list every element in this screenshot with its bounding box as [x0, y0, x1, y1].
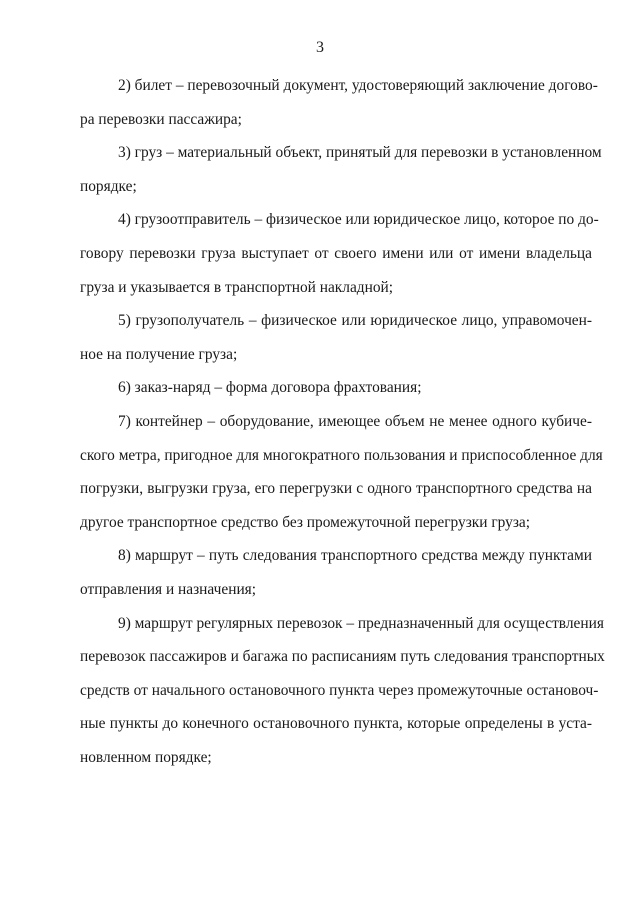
- text-line: 3) груз – материальный объект, принятый для перевозки в установленном: [118, 144, 602, 162]
- text-line: ное на получение груза;: [80, 345, 238, 363]
- paragraph-definition-5: [80, 304, 592, 371]
- text-line: ные пункты до конечного остановочного пункта, которые определены в уста-: [80, 715, 592, 733]
- text-line: говору перевозки груза выступает от своего имени или от имени владельца: [80, 244, 592, 262]
- text-line: погрузки, выгрузки груза, его перегрузки с одного транспортного средства на: [80, 480, 592, 498]
- text-line: отправления и назначения;: [80, 580, 257, 598]
- paragraph-definition-9: [80, 607, 605, 775]
- text-line: ского метра, пригодное для многократного пользования и приспособленное для: [80, 446, 603, 464]
- text-line: 9) маршрут регулярных перевозок – предназначенный для осуществления: [118, 614, 604, 632]
- text-line: порядке;: [80, 177, 137, 195]
- text-line: другое транспортное средство без промежуточной перегрузки груза;: [80, 513, 531, 531]
- paragraph-definition-2: [80, 69, 598, 136]
- text-line: 2) билет – перевозочный документ, удостоверяющий заключение догово-: [118, 77, 598, 94]
- document-body: [80, 69, 605, 774]
- text-line: 5) грузополучатель – физическое или юридическое лицо, управомочен-: [118, 312, 592, 330]
- paragraph-definition-8: [80, 539, 592, 606]
- text-line: 6) заказ-наряд – форма договора фрахтования;: [118, 379, 422, 397]
- paragraph-definition-6: [80, 371, 592, 405]
- text-line: перевозок пассажиров и багажа по расписаниям путь следования транспортных: [80, 648, 605, 666]
- text-line: груза и указывается в транспортной накладной;: [80, 278, 394, 296]
- text-line: новленном порядке;: [80, 748, 212, 766]
- paragraph-definition-7: [80, 405, 603, 539]
- text-line: 7) контейнер – оборудование, имеющее объем не менее одного кубиче-: [118, 412, 592, 430]
- text-line: 4) грузоотправитель – физическое или юридическое лицо, которое по до-: [118, 211, 599, 229]
- paragraph-definition-3: [80, 136, 602, 203]
- text-line: 8) маршрут – путь следования транспортного средства между пунктами: [118, 547, 592, 565]
- text-line: средств от начального остановочного пункта через промежуточные остановоч-: [80, 681, 599, 699]
- text-line: ра перевозки пассажира;: [80, 110, 242, 128]
- paragraph-definition-4: [80, 203, 599, 304]
- page-number: 3: [316, 39, 324, 56]
